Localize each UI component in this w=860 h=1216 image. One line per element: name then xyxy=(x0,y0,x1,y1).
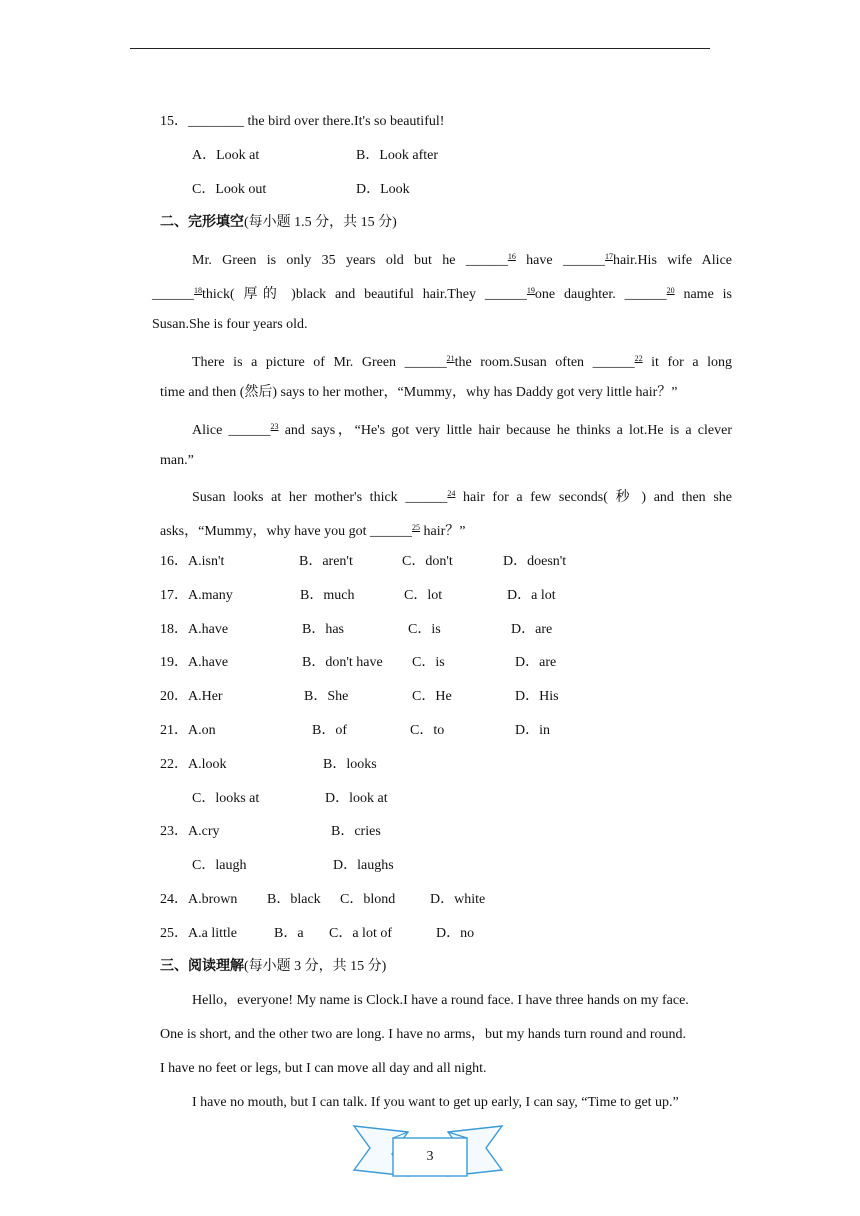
passage-text: thick( 厚的 )black and beautiful hair.They ______ xyxy=(202,287,527,302)
question-18-c: C．is xyxy=(408,622,441,637)
reading-line: I have no mouth, but I can talk. If you want to get up early, I can say, “Time to get up.” xyxy=(192,1095,679,1110)
passage-text: Mr. Green is only 35 years old but he ______ xyxy=(192,253,508,268)
question-16-d: D．doesn't xyxy=(503,554,567,569)
question-21-a: 21．A.on xyxy=(160,723,216,738)
option-a: A．Look at xyxy=(192,148,260,163)
question-25-c: C．a lot of xyxy=(329,926,392,941)
question-16-b: B．aren't xyxy=(299,554,353,569)
option-d: D．Look xyxy=(356,182,410,197)
passage-line xyxy=(192,248,732,270)
passage-line xyxy=(152,282,732,304)
question-23-c: C．laugh xyxy=(192,858,247,873)
passage-text: one daughter. ______ xyxy=(534,287,667,302)
question-24-b: B．black xyxy=(267,892,321,907)
blank-number: 22 xyxy=(634,354,643,363)
passage-text: name is xyxy=(674,287,733,302)
question-22-a: 22．A.look xyxy=(160,757,227,772)
question-25-a: 25．A.a little xyxy=(160,926,237,941)
passage-text: and says，“He's got very little hair because he thinks a lot.He is a clever xyxy=(278,423,732,438)
option-c: C．Look out xyxy=(192,182,267,197)
question-22-c: C．looks at xyxy=(192,791,260,806)
question-24-a: 24．A.brown xyxy=(160,892,238,907)
question-20-d: D．His xyxy=(515,689,559,704)
section-2-note: (每小题 1.5 分，共 15 分) xyxy=(244,215,397,230)
blank-number: 17 xyxy=(604,252,613,261)
section-3-heading xyxy=(160,958,386,976)
passage-line xyxy=(192,485,732,507)
section-3-title: 三、阅读理解 xyxy=(160,959,244,974)
question-20-a: 20．A.Her xyxy=(160,689,223,704)
passage-line: Susan.She is four years old. xyxy=(152,317,308,332)
section-3-note: (每小题 3 分，共 15 分) xyxy=(244,959,387,974)
option-b: B．Look after xyxy=(356,148,439,163)
question-23-a: 23．A.cry xyxy=(160,824,220,839)
passage-line xyxy=(192,418,732,440)
question-23-d: D．laughs xyxy=(333,858,394,873)
question-20-c: C．He xyxy=(412,689,452,704)
question-19-d: D．are xyxy=(515,655,557,670)
passage-text: Alice ______ xyxy=(192,423,271,438)
question-22-b: B．looks xyxy=(323,757,377,772)
question-16-c: C．don't xyxy=(402,554,453,569)
question-24-d: D．white xyxy=(430,892,486,907)
section-2-title: 二、完形填空 xyxy=(160,215,244,230)
question-15-stem: 15．________ the bird over there.It's so beautiful! xyxy=(160,114,445,129)
blank-number: 23 xyxy=(270,422,279,431)
passage-text: There is a picture of Mr. Green ______ xyxy=(192,355,447,370)
question-19-c: C．is xyxy=(412,655,445,670)
passage-text: hair for a few seconds( 秒 ) and then she xyxy=(455,490,733,505)
question-17-c: C．lot xyxy=(404,588,443,603)
passage-line: man.” xyxy=(160,453,194,468)
question-25-d: D．no xyxy=(436,926,475,941)
question-21-c: C．to xyxy=(410,723,445,738)
blank-number: 20 xyxy=(666,286,675,295)
passage-text: Susan looks at her mother's thick ______ xyxy=(192,490,448,505)
header-rule xyxy=(130,48,710,49)
section-2-heading xyxy=(160,214,397,232)
question-18-a: 18．A.have xyxy=(160,622,229,637)
reading-line: I have no feet or legs, but I can move all day and all night. xyxy=(160,1061,487,1076)
reading-line: Hello，everyone! My name is Clock.I have a round face. I have three hands on my face. xyxy=(192,993,689,1008)
passage-text: hair？” xyxy=(419,524,466,539)
passage-text: ______ xyxy=(152,287,194,302)
blank-number: 21 xyxy=(446,354,455,363)
question-25-b: B．a xyxy=(274,926,304,941)
passage-line: time and then (然后) says to her mother，“Mummy，why has Daddy got very little hair？” xyxy=(160,385,678,400)
question-22-d: D．look at xyxy=(325,791,388,806)
blank-number: 24 xyxy=(447,489,456,498)
blank-number: 19 xyxy=(526,286,535,295)
blank-number: 16 xyxy=(507,252,516,261)
question-20-b: B．She xyxy=(304,689,349,704)
question-21-d: D．in xyxy=(515,723,550,738)
question-16-a: 16．A.isn't xyxy=(160,554,225,569)
question-19-b: B．don't have xyxy=(302,655,383,670)
passage-text: have ______ xyxy=(515,253,605,268)
blank-number: 25 xyxy=(411,523,420,532)
reading-line: One is short, and the other two are long. I have no arms，but my hands turn round and round. xyxy=(160,1027,687,1042)
passage-text: hair.His wife Alice xyxy=(612,253,732,268)
question-18-d: D．are xyxy=(511,622,553,637)
page-number: 3 xyxy=(426,1149,434,1164)
question-21-b: B．of xyxy=(312,723,347,738)
question-17-a: 17．A.many xyxy=(160,588,233,603)
passage-line xyxy=(192,350,732,372)
question-19-a: 19．A.have xyxy=(160,655,229,670)
question-24-c: C．blond xyxy=(340,892,396,907)
passage-text: asks，“Mummy，why have you got ______ xyxy=(160,524,412,539)
question-17-d: D．a lot xyxy=(507,588,556,603)
question-23-b: B．cries xyxy=(331,824,381,839)
question-18-b: B．has xyxy=(302,622,344,637)
passage-text: the room.Susan often ______ xyxy=(454,355,635,370)
passage-line xyxy=(160,519,465,541)
question-17-b: B．much xyxy=(300,588,355,603)
passage-text: it for a long xyxy=(642,355,732,370)
blank-number: 18 xyxy=(194,286,202,295)
